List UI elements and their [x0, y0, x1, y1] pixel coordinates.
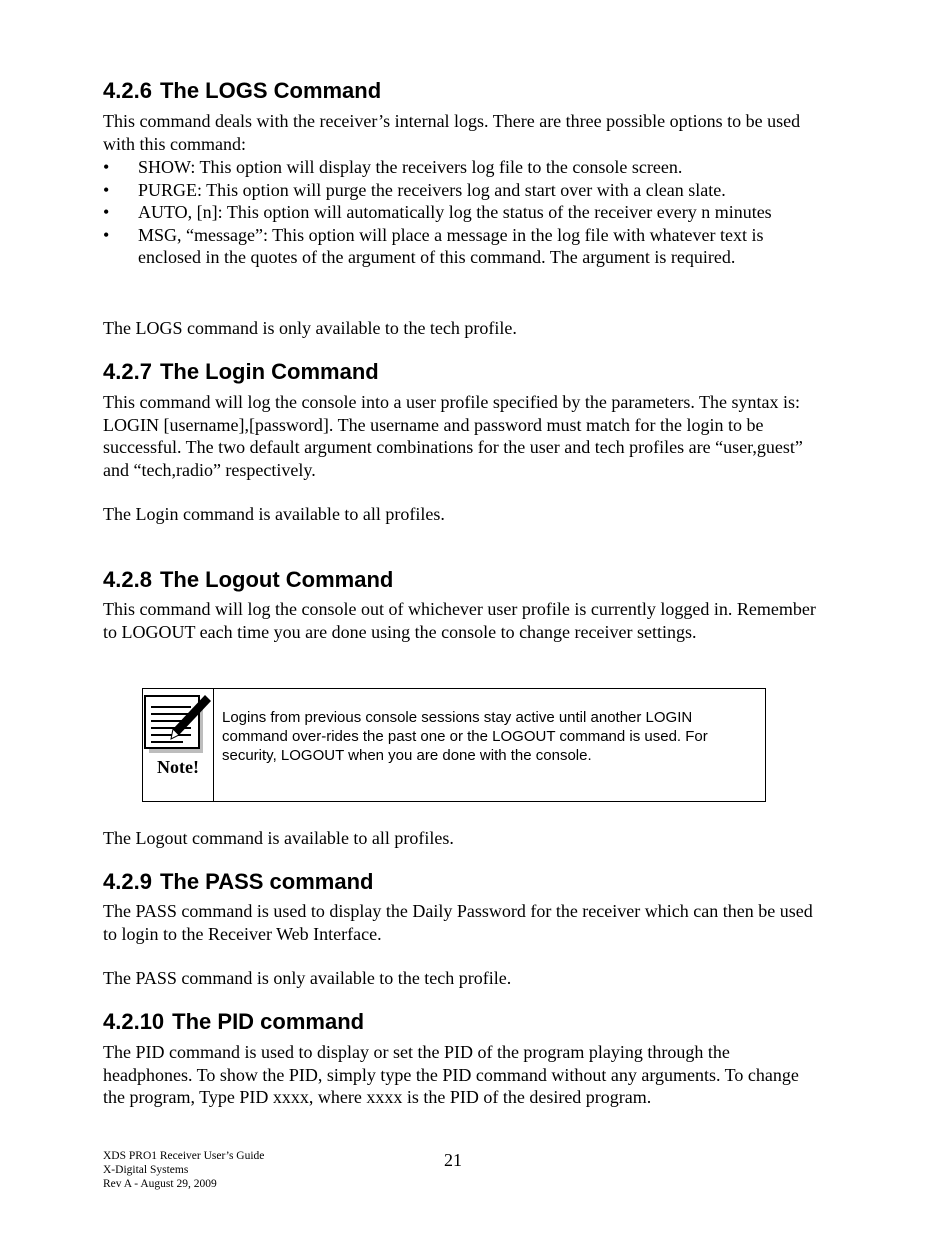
section-number: 4.2.8: [103, 567, 152, 592]
login-availability: The Login command is available to all profiles.: [103, 504, 445, 524]
logs-options-list: [103, 156, 823, 269]
heading-pid: [103, 1009, 364, 1035]
list-item: • MSG, “message”: This option will place a message in the log file with whatever text is enclosed in the quotes of the argument of this command. The argument is required.: [103, 224, 823, 269]
list-item: • PURGE: This option will purge the receivers log and start over with a clean slate.: [103, 179, 823, 202]
note-icon-cell: [143, 689, 214, 801]
section-title: The PID command: [172, 1009, 365, 1034]
logs-intro: This command deals with the receiver’s internal logs. There are three possible options to be used with this command:: [103, 111, 801, 154]
page-number: 21: [444, 1150, 462, 1170]
pass-body: The PASS command is used to display the Daily Password for the receiver which can then be used to login to the Receiver Web Interface.: [103, 901, 813, 944]
notepad-pencil-icon: [143, 693, 213, 755]
section-title: The LOGS Command: [159, 78, 382, 103]
logout-body: This command will log the console out of whichever user profile is currently logged in. Remember to LOGOUT each time you are done using the console to change receiver settings.: [103, 599, 816, 642]
heading-logout: [103, 567, 393, 593]
footer-revision: Rev A - August 29, 2009: [103, 1178, 217, 1190]
footer: [103, 1149, 264, 1191]
note-text: Logins from previous console sessions stay active until another LOGIN command over-rides the past one or the LOGOUT command is used. For security, LOGOUT when you are done with the console.: [222, 709, 708, 764]
logs-availability: The LOGS command is only available to the tech profile.: [103, 318, 517, 338]
section-number: 4.2.6: [103, 78, 152, 103]
footer-company: X-Digital Systems: [103, 1164, 189, 1176]
note-label: Note!: [157, 757, 199, 777]
heading-login: [103, 359, 379, 385]
list-item: • SHOW: This option will display the receivers log file to the console screen.: [103, 156, 823, 179]
list-item: • AUTO, [n]: This option will automatically log the status of the receiver every n minutes: [103, 201, 823, 224]
logout-availability: The Logout command is available to all profiles.: [103, 828, 454, 848]
section-title: The Login Command: [159, 359, 379, 384]
note-callout: [142, 688, 766, 802]
pass-availability: The PASS command is only available to the tech profile.: [103, 968, 512, 988]
heading-logs: [103, 78, 381, 104]
pid-body: The PID command is used to display or set the PID of the program playing through the headphones. To show the PID, simply type the PID command without any arguments. To change the program, Type PID xxxx, where xxxx is the PID of the desired program.: [103, 1042, 799, 1107]
section-number: 4.2.7: [103, 359, 152, 384]
section-number: 4.2.10: [103, 1009, 165, 1034]
footer-guide-title: XDS PRO1 Receiver User’s Guide: [103, 1150, 265, 1162]
section-title: The Logout Command: [159, 567, 394, 592]
section-title: The PASS command: [159, 869, 374, 894]
login-body: This command will log the console into a user profile specified by the parameters. The syntax is: LOGIN [username],[password]. The username and password must match for the login to be successful. The two default argument combinations for the user and tech profiles are “user,guest” and “tech,radio” respectively.: [103, 392, 803, 480]
heading-pass: [103, 869, 373, 895]
section-number: 4.2.9: [103, 869, 152, 894]
